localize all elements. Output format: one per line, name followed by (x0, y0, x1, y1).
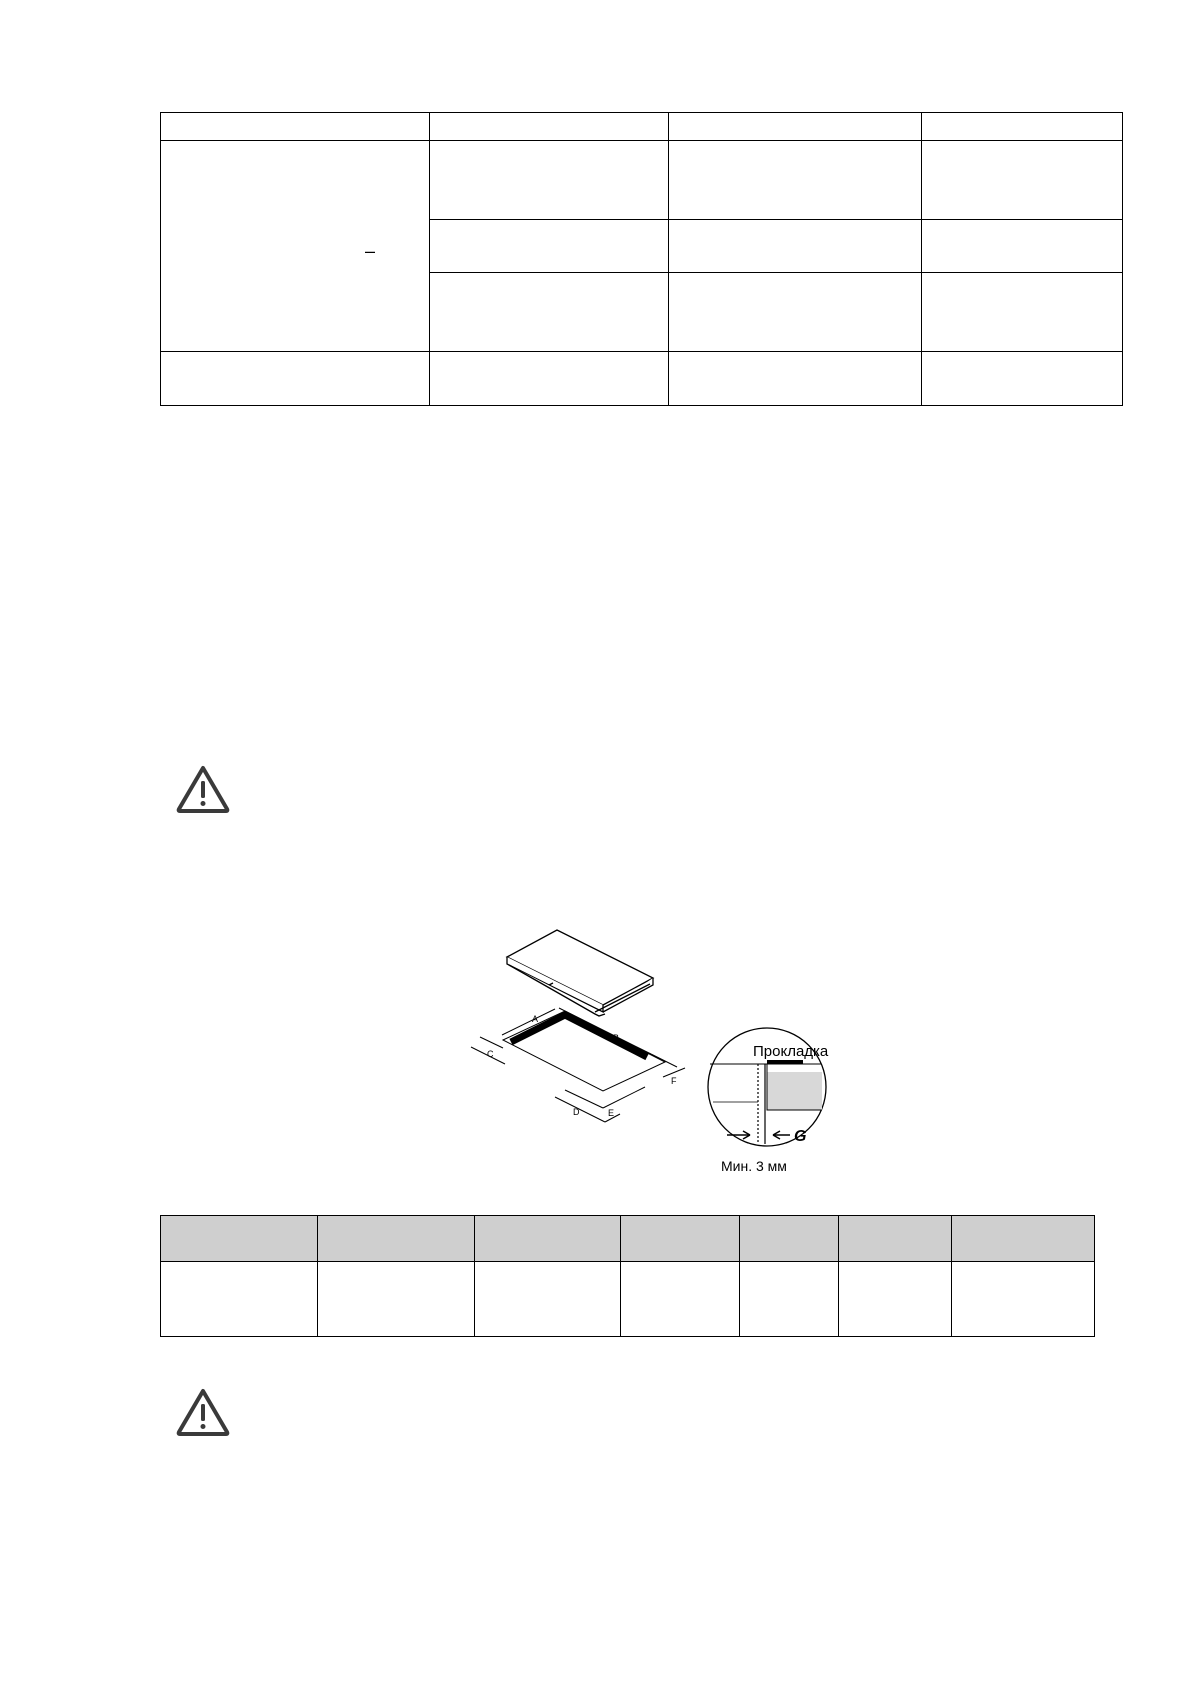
table-cell (669, 113, 922, 141)
dimension-label-d: D (573, 1107, 580, 1117)
table-cell (429, 141, 669, 220)
table-cell (317, 1262, 474, 1337)
cooktop-drawing (507, 930, 653, 1016)
table-header-cell (740, 1216, 839, 1262)
table-header-cell (161, 1216, 318, 1262)
table-cell (161, 352, 430, 406)
table-cell (922, 220, 1123, 273)
table-cell (952, 1262, 1095, 1337)
table-cell (922, 141, 1123, 220)
table-row (161, 141, 1123, 220)
dimension-label-a: A (532, 1014, 539, 1024)
table-row (161, 352, 1123, 406)
table-cell (429, 113, 669, 141)
table-header-cell (952, 1216, 1095, 1262)
table-header-cell (839, 1216, 952, 1262)
table-cell (669, 352, 922, 406)
table-cell (621, 1262, 740, 1337)
gasket-label: Прокладка (753, 1043, 829, 1060)
table-cell (669, 220, 922, 273)
table-header-cell (474, 1216, 621, 1262)
table-cell (922, 273, 1123, 352)
table-cell (161, 113, 430, 141)
dimension-label-b: B (613, 1033, 620, 1043)
dimension-label-g: G (794, 1128, 807, 1145)
table-cell (161, 141, 430, 352)
table-cell (922, 113, 1123, 141)
table-header-cell (621, 1216, 740, 1262)
table-cell (669, 141, 922, 220)
table-header-cell (317, 1216, 474, 1262)
table-cell (429, 273, 669, 352)
table-cell (669, 273, 922, 352)
table-row (161, 113, 1123, 141)
table-cell (161, 1262, 318, 1337)
table-cell (839, 1262, 952, 1337)
table-cell (429, 220, 669, 273)
table-row (161, 1262, 1095, 1337)
warning-triangle-icon (176, 764, 230, 814)
table-header-row (161, 1216, 1095, 1262)
min-gap-label: Мин. 3 мм (721, 1158, 787, 1174)
spec-table-dash: – (365, 241, 376, 261)
dimension-label-f: F (671, 1076, 677, 1086)
dimension-label-c: C (487, 1049, 494, 1059)
dimensions-table (160, 1215, 1095, 1337)
spec-table (160, 112, 1123, 406)
table-cell (922, 352, 1123, 406)
table-cell (740, 1262, 839, 1337)
table-cell (429, 352, 669, 406)
table-cell (474, 1262, 621, 1337)
warning-triangle-icon (176, 1387, 230, 1437)
dimension-label-e: E (608, 1108, 615, 1118)
cutout-drawing (471, 1008, 685, 1122)
